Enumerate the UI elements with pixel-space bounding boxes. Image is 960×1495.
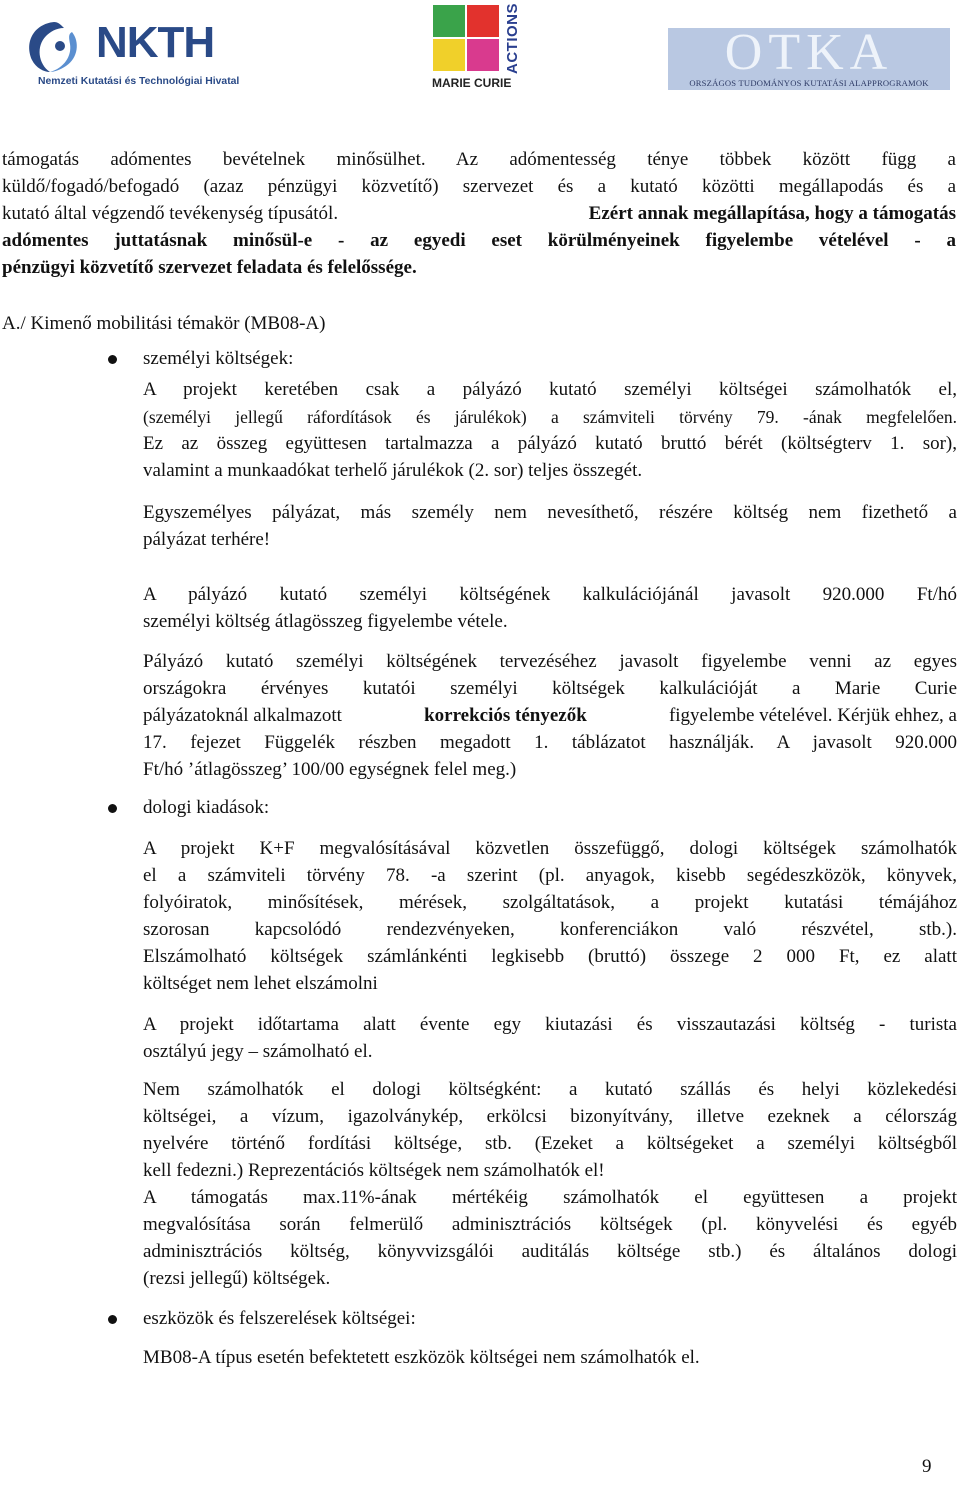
material-p3-line: adminisztrációs költség, könyvvizsgálói auditálás költsége stb.) és általános dologi [143, 1241, 957, 1262]
personal-p2-line: Egyszemélyes pályázat, más személy nem nevesíthető, részére költség nem fizethető a [143, 502, 957, 523]
intro-line-3-regular: kutató által végzendő tevékenység típusától. [2, 203, 339, 224]
personal-p3-line: személyi költség átlagösszeg figyelembe vétele. [143, 611, 508, 632]
intro-line-5: pénzügyi közvetítő szervezet feladata és felelőssége. [2, 257, 417, 278]
material-p3-line: Nem számolhatók el dologi költségként: a kutató szállás és helyi közlekedési [143, 1079, 957, 1100]
material-p2-line: osztályú jegy – számolható el. [143, 1041, 373, 1062]
equipment-costs-heading: eszközök és felszerelések költségei: [143, 1308, 416, 1329]
bullet-icon [108, 1315, 117, 1324]
material-p3-line: (rezsi jellegű) költségek. [143, 1268, 331, 1289]
marie-curie-logo [432, 4, 528, 90]
personal-p1-line: A projekt keretében csak a pályázó kutató személyi költségei számolhatók el, [143, 379, 957, 400]
nkth-logo-subtitle: Nemzeti Kutatási és Technológiai Hivatal [38, 76, 240, 87]
personal-p1-line: Ez az összeg együttesen tartalmazza a pályázó kutató bruttó bérét (költségterv 1. sor), [143, 433, 957, 454]
otka-logo [668, 24, 950, 90]
bullet-icon [108, 804, 117, 813]
material-p3-line: megvalósítása során felmerülő adminisztrációs költségek (pl. könyvelési és egyéb [143, 1214, 957, 1235]
material-p2-line: A projekt időtartama alatt évente egy kiutazási és visszautazási költség - turista [143, 1014, 957, 1035]
bullet-icon [108, 355, 117, 364]
material-p3-line: A támogatás max.11%-ának mértékéig számolhatók el együttesen a projekt [143, 1187, 957, 1208]
personal-p4-line [143, 703, 957, 729]
otka-logo-subtitle: ORSZÁGOS TUDOMÁNYOS KUTATÁSI ALAPPROGRAMOK [689, 78, 929, 88]
intro-line-1: támogatás adómentes bevételnek minősülhet. Az adómentesség ténye többek között függ a [2, 149, 956, 170]
intro-line-3-bold: Ezért annak megállapítása, hogy a támogatás [588, 203, 956, 224]
personal-p4-line: országokra érvényes kutatói személyi költségek kalkulációját a Marie Curie [143, 678, 957, 699]
personal-p3-line: A pályázó kutató személyi költségének kalkulációjánál javasolt 920.000 Ft/hó [143, 584, 957, 605]
material-p1-line: szorosan kapcsolódó rendezvényeken, konferenciákon való részvétel, stb.). [143, 919, 957, 940]
nkth-logo-word: NKTH [96, 18, 215, 67]
material-p1-line: Elszámolható költségek számlánkénti legkisebb (bruttó) összege 2 000 Ft, ez alatt [143, 946, 957, 967]
mc-tile-yellow [432, 38, 466, 72]
intro-line-3 [2, 201, 956, 227]
material-costs-heading: dologi kiadások: [143, 797, 270, 818]
personal-p4-bold-part: korrekciós tényezők [424, 705, 587, 726]
equipment-p1-line: MB08-A típus esetén befektetett eszközök költségei nem számolhatók el. [143, 1347, 700, 1368]
otka-logo-word: OTKA [724, 24, 894, 81]
nkth-logo [20, 14, 245, 94]
section-title: A./ Kimenő mobilitási témakör (MB08-A) [2, 313, 326, 334]
personal-p4-line: Pályázó kutató személyi költségének tervezéséhez javasolt figyelembe venni az egyes [143, 651, 957, 672]
material-p1-line: költséget nem lehet elszámolni [143, 973, 378, 994]
page-number: 9 [922, 1456, 932, 1477]
personal-p1-line: (személyi jellegű ráfordítások és járulékok) a számviteli törvény 79. -ának megfelelően. [143, 407, 957, 427]
intro-line-2: küldő/fogadó/befogadó (azaz pénzügyi közvetítő) szervezet és a kutató közötti megállapodás és a [2, 176, 956, 197]
material-p3-line: költségei, a vízum, igazolványkép, erkölcsi bizonyítvány, illetve ezeknek a célország [143, 1106, 957, 1127]
material-p1-line: A projekt K+F megvalósításával közvetlen összefüggő, dologi költségek számolhatók [143, 838, 957, 859]
material-p3-line: kell fedezni.) Reprezentációs költségek nem számolhatók el! [143, 1160, 605, 1181]
marie-curie-actions-text: ACTIONS [504, 3, 521, 74]
material-p1-line: el a számviteli törvény 78. -a szerint (pl. anyagok, kisebb segédeszközök, könyvek, [143, 865, 957, 886]
header-logos [0, 0, 960, 100]
mc-tile-red [466, 4, 500, 38]
personal-p4-part: pályázatoknál alkalmazott [143, 705, 342, 726]
mc-tile-green [432, 4, 466, 38]
mc-tile-pink [466, 38, 500, 72]
personal-p1-line: valamint a munkaadókat terhelő járulékok (2. sor) teljes összegét. [143, 460, 643, 481]
material-p3-line: nyelvére történő fordítási költsége, stb. (Ezeket a költségeket a személyi költségből [143, 1133, 957, 1154]
marie-curie-portrait-grid [432, 4, 500, 72]
personal-p4-line: 17. fejezet Függelék részben megadott 1. táblázatot használják. A javasolt 920.000 [143, 732, 957, 753]
personal-p4-line: Ft/hó ’átlagösszeg’ 100/00 egységnek felel meg.) [143, 759, 517, 780]
personal-p4-part: figyelembe vételével. Kérjük ehhez, a [668, 705, 957, 726]
personal-costs-heading: személyi költségek: [143, 348, 294, 369]
personal-p2-line: pályázat terhére! [143, 529, 271, 550]
marie-curie-name: MARIE CURIE [432, 76, 512, 90]
nkth-swirl-icon [20, 16, 90, 76]
intro-line-4: adómentes juttatásnak minősül-e - az egyedi eset körülményeinek figyelembe vételével - a [2, 230, 956, 251]
material-p1-line: folyóiratok, minősítések, mérések, szolgáltatások, a projekt kutatási témájához [143, 892, 957, 913]
